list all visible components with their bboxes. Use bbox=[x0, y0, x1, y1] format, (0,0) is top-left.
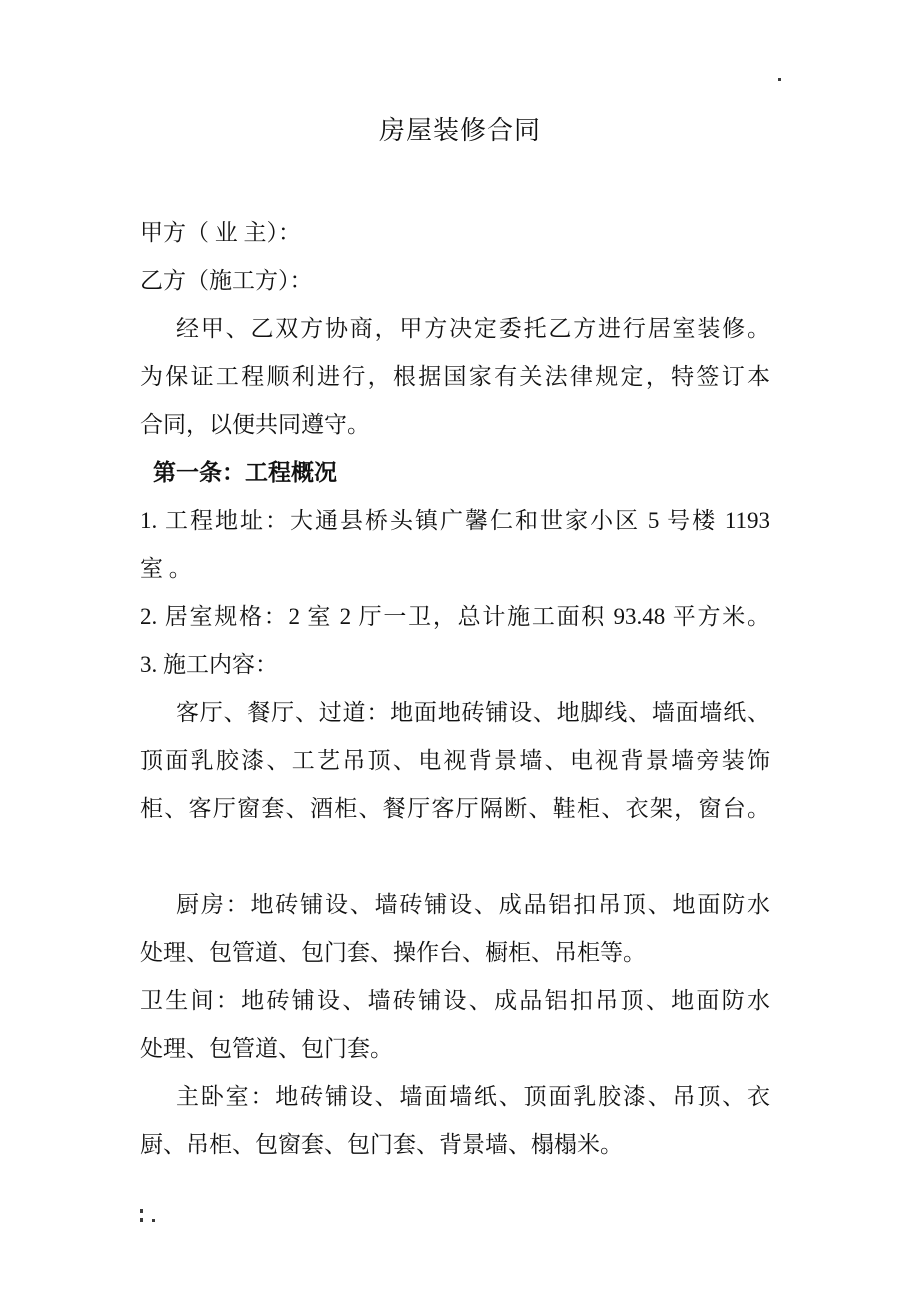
document-title: 房屋装修合同 bbox=[378, 116, 541, 145]
document-body bbox=[140, 209, 770, 1169]
master-bedroom-scope-line-2: 厨、吊柜、包窗套、包门套、背景墙、榻榻米。 bbox=[140, 1132, 623, 1157]
stray-dot-top-right bbox=[778, 78, 781, 81]
stray-mark-bottom-left-lower bbox=[140, 1218, 143, 1222]
kitchen-scope-line-1: 厨房：地砖铺设、墙砖铺设、成品铝扣吊顶、地面防水 bbox=[176, 892, 770, 917]
stray-mark-bottom-left-upper bbox=[140, 1209, 143, 1213]
blank-line bbox=[140, 833, 770, 881]
project-address-line-1: 1. 工程地址：大通县桥头镇广馨仁和世家小区 5 号楼 1193 bbox=[140, 508, 770, 533]
party-b-line: 乙方（施工方）： bbox=[140, 268, 313, 293]
stray-dot-bottom-left bbox=[152, 1219, 155, 1222]
room-spec-line: 2. 居室规格：2 室 2 厅一卫，总计施工面积 93.48 平方米。 bbox=[140, 604, 770, 629]
preamble-line-3: 合同，以便共同遵守。 bbox=[140, 412, 370, 437]
bathroom-scope-line-2: 处理、包管道、包门套。 bbox=[140, 1036, 393, 1061]
preamble-line-1: 经甲、乙双方协商，甲方决定委托乙方进行居室装修。 bbox=[176, 316, 770, 341]
master-bedroom-scope-line-1: 主卧室：地砖铺设、墙面墙纸、顶面乳胶漆、吊顶、衣 bbox=[176, 1084, 770, 1109]
party-a-line: 甲方（ 业 主）： bbox=[140, 220, 301, 245]
project-address-line-2: 室 。 bbox=[140, 556, 192, 581]
kitchen-scope-line-2: 处理、包管道、包门套、操作台、橱柜、吊柜等。 bbox=[140, 940, 646, 965]
livingroom-scope-line-1: 客厅、餐厅、过道：地面地砖铺设、地脚线、墙面墙纸、 bbox=[176, 700, 770, 725]
construction-content-label: 3. 施工内容： bbox=[140, 652, 278, 677]
livingroom-scope-line-3: 柜、客厅窗套、酒柜、餐厅客厅隔断、鞋柜、衣架，窗台。 bbox=[140, 796, 770, 821]
livingroom-scope-line-2: 顶面乳胶漆、工艺吊顶、电视背景墙、电视背景墙旁装饰 bbox=[140, 748, 770, 773]
bathroom-scope-line-1: 卫生间：地砖铺设、墙砖铺设、成品铝扣吊顶、地面防水 bbox=[140, 988, 770, 1013]
preamble-line-2: 为保证工程顺利进行，根据国家有关法律规定，特签订本 bbox=[140, 364, 770, 389]
section-1-heading: 第一条：工程概况 bbox=[153, 460, 337, 485]
